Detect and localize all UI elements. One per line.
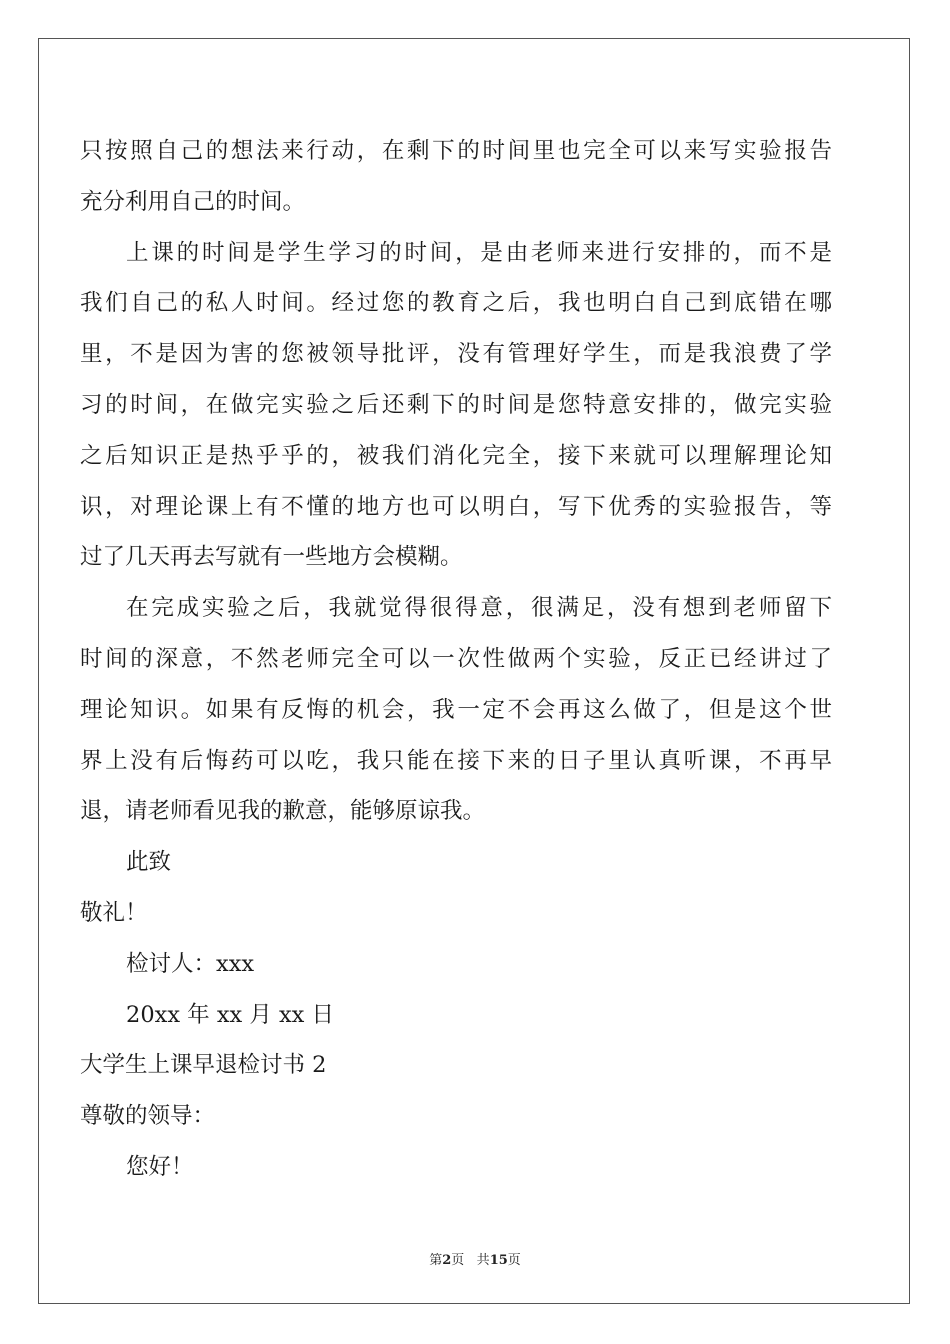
- footer-total-suffix: 页: [507, 1253, 521, 1268]
- footer-page-suffix: 页: [451, 1253, 465, 1268]
- signer-line: 检讨人：xxx: [126, 950, 255, 977]
- text-line: 时间的深意，不然老师完全可以一次性做两个实验，反正已经讲过了: [80, 645, 832, 672]
- text-line: 理论知识。如果有反悔的机会，我一定不会再这么做了，但是这个世: [80, 696, 832, 723]
- text-line: 识，对理论课上有不懂的地方也可以明白，写下优秀的实验报告，等: [80, 493, 832, 520]
- text-line: 之后知识正是热乎乎的，被我们消化完全，接下来就可以理解理论知: [80, 442, 832, 469]
- paragraph-2: [80, 228, 832, 584]
- paragraph-1: [80, 126, 832, 228]
- footer-prefix: 第: [429, 1253, 443, 1268]
- text-line: 里，不是因为害的您被领导批评，没有管理好学生，而是我浪费了学: [80, 341, 832, 368]
- page-footer: [0, 1249, 950, 1268]
- text-line: 在完成实验之后，我就觉得很得意，很满足，没有想到老师留下: [126, 595, 832, 622]
- paragraph-3: [80, 583, 832, 837]
- greeting-recipient: 尊敬的领导：: [80, 1103, 216, 1130]
- footer-total-pages: 15: [489, 1253, 508, 1268]
- text-line: 只按照自己的想法来行动，在剩下的时间里也完全可以来写实验报告: [80, 138, 832, 164]
- greeting-line: 您好！: [126, 1153, 194, 1180]
- text-line: 界上没有后悔药可以吃，我只能在接下来的日子里认真听课，不再早: [80, 747, 832, 774]
- document-body: [80, 126, 832, 1193]
- section-title: 大学生上课早退检讨书 2: [80, 1052, 327, 1079]
- footer-total-prefix: 共: [476, 1253, 490, 1268]
- text-line: 我们自己的私人时间。经过您的教育之后，我也明白自己到底错在哪: [80, 290, 832, 317]
- text-line: 退，请老师看见我的歉意，能够原谅我。: [80, 798, 486, 825]
- text-line: 过了几天再去写就有一些地方会模糊。: [80, 544, 463, 571]
- footer-page-number: 2: [442, 1253, 452, 1268]
- closing-line: 此致: [126, 849, 172, 876]
- text-line: 充分利用自己的时间。: [80, 188, 306, 215]
- date-line: 20xx 年 xx 月 xx 日: [126, 1001, 335, 1028]
- text-line: 习的时间，在做完实验之后还剩下的时间是您特意安排的，做完实验: [80, 391, 832, 418]
- salute-line: 敬礼！: [80, 899, 148, 926]
- text-line: 上课的时间是学生学习的时间，是由老师来进行安排的，而不是: [126, 239, 832, 266]
